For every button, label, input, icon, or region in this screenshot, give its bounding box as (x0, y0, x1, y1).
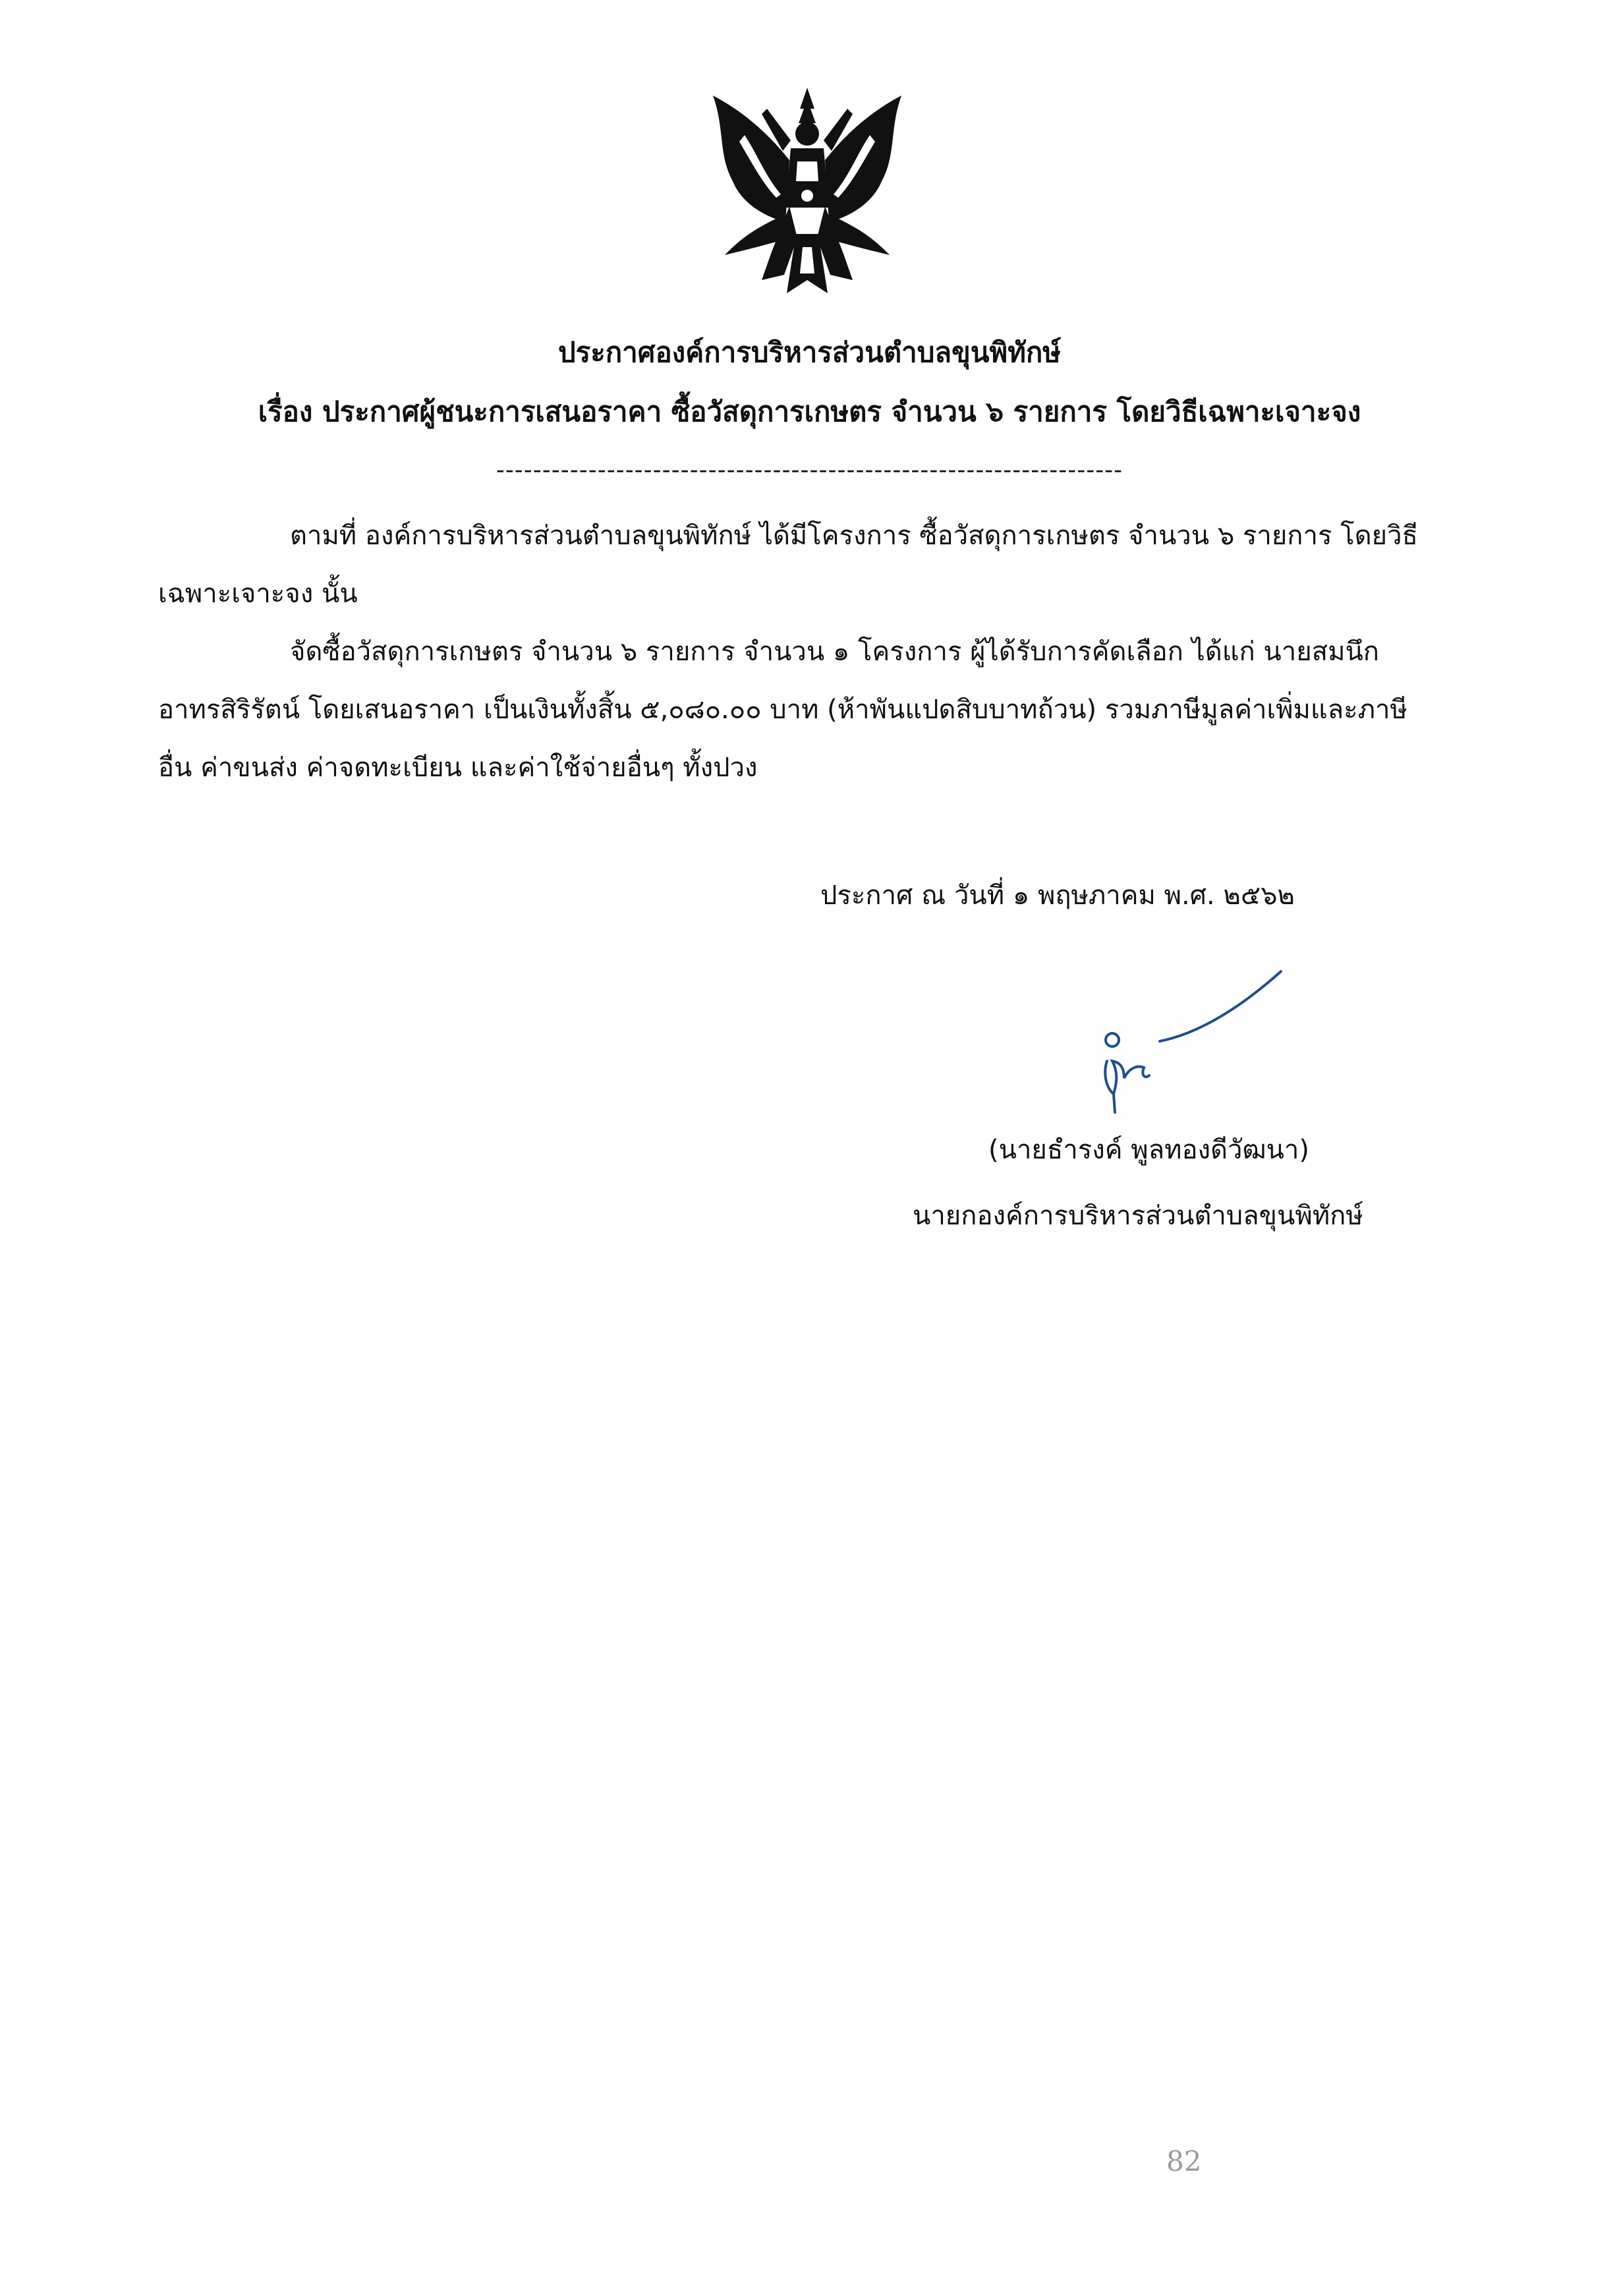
paragraph-1-line-2: เฉพาะเจาะจง นั้น (158, 579, 358, 609)
paragraph-2-line-3: อื่น ค่าขนส่ง ค่าจดทะเบียน และค่าใช้จ่ายอื่นๆ ทั้งปวง (158, 753, 758, 783)
handwritten-page-number: 82 (1166, 2145, 1202, 2177)
signer-position: นายกองค์การบริหารส่วนตำบลขุนพิทักษ์ (913, 1201, 1363, 1231)
announcement-subject: เรื่อง ประกาศผู้ชนะการเสนอราคา ซื้อวัสดุการเกษตร จำนวน ๖ รายการ โดยวิธีเฉพาะเจาะจง (258, 395, 1361, 428)
announcement-date: ประกาศ ณ วันที่ ๑ พฤษภาคม พ.ศ. ๒๕๖๒ (820, 880, 1295, 911)
paragraph-2-line-1: จัดซื้อวัสดุการเกษตร จำนวน ๖ รายการ จำนวน ๑ โครงการ ผู้ได้รับการคัดเลือก ได้แก่ นายสมนึก (290, 637, 1380, 667)
garuda-emblem-icon (698, 82, 916, 306)
announcement-title: ประกาศองค์การบริหารส่วนตำบลขุนพิทักษ์ (558, 336, 1061, 368)
paragraph-1-line-1: ตามที่ องค์การบริหารส่วนตำบลขุนพิทักษ์ ได้มีโครงการ ซื้อวัสดุการเกษตร จำนวน ๖ รายการ โดยวิธี (290, 521, 1418, 551)
divider-line: -------------------------------------------------------------------- (496, 457, 1123, 484)
signature-mark (1081, 962, 1298, 1127)
paragraph-2-line-2: อาทรสิริรัตน์ โดยเสนอราคา เป็นเงินทั้งสิ้น ๕,๐๘๐.๐๐ บาท (ห้าพันแปดสิบบาทถ้วน) รวมภาษีมูลค่าเพิ่มและภาษี (158, 695, 1407, 725)
signer-name: (นายธำรงค์ พูลทองดีวัฒนา) (988, 1135, 1309, 1165)
